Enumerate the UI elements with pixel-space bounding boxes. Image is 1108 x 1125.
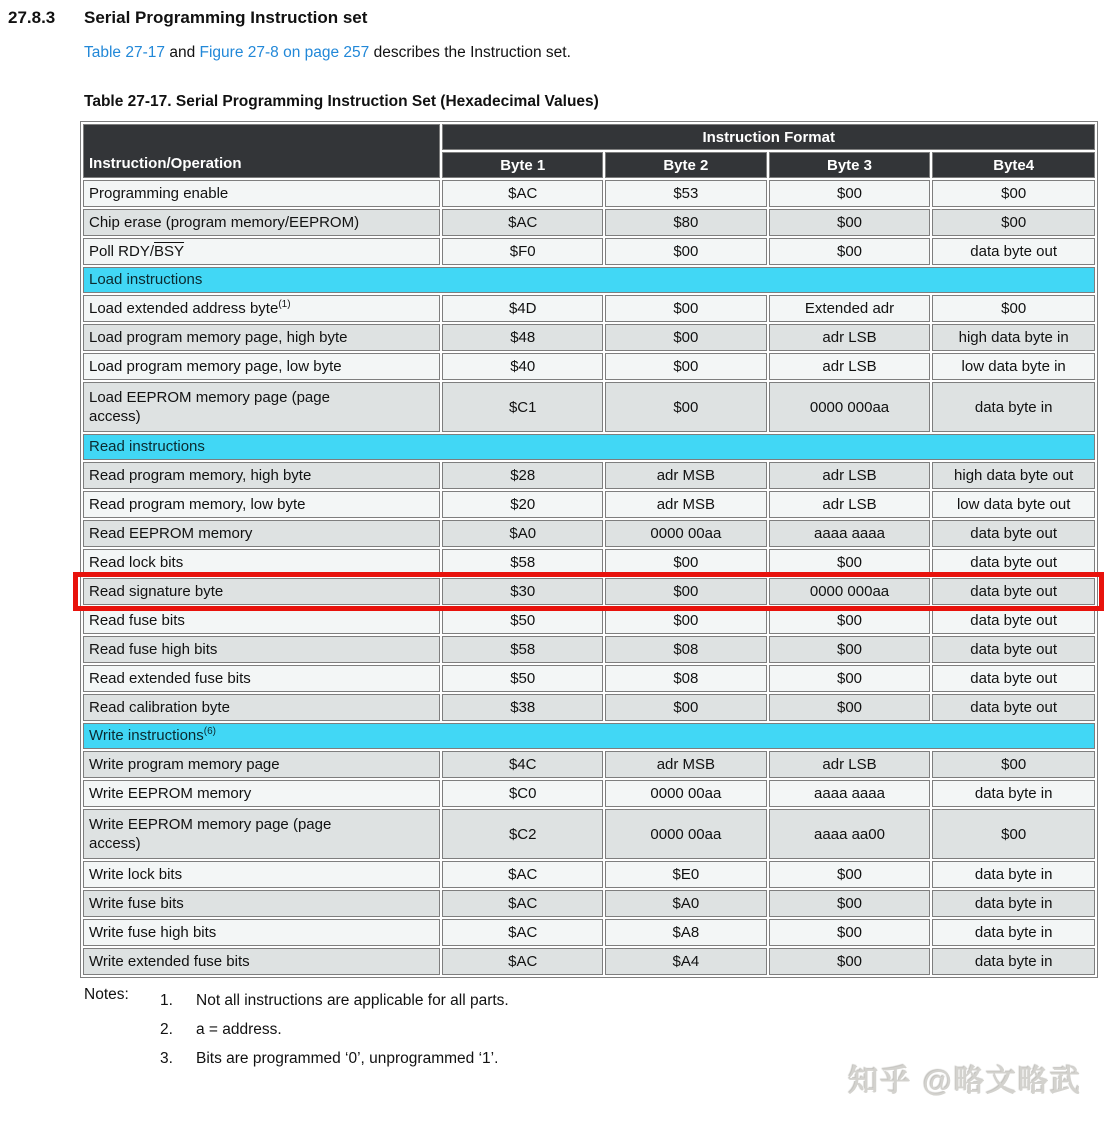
table-row	[83, 861, 1095, 888]
cell-byte2: $E0	[605, 861, 767, 888]
link-table-27-17[interactable]: Table 27-17	[84, 44, 166, 61]
section-row-label: Load instructions	[83, 267, 1095, 293]
cell-byte4: data byte in	[932, 861, 1095, 888]
cell-byte4: data byte out	[932, 607, 1095, 634]
cell-byte1: $C0	[442, 780, 603, 807]
note-text: Not all instructions are applicable for all parts.	[196, 992, 509, 1009]
cell-byte1: $58	[442, 549, 603, 576]
table-row	[83, 209, 1095, 236]
cell-byte3: aaaa aaaa	[769, 780, 931, 807]
cell-byte4: data byte in	[932, 382, 1095, 432]
section-row-label: Read instructions	[83, 434, 1095, 460]
cell-instruction: Chip erase (program memory/EEPROM)	[83, 209, 440, 236]
cell-byte2: $00	[605, 549, 767, 576]
cell-byte2: 0000 00aa	[605, 780, 767, 807]
cell-instruction: Write fuse bits	[83, 890, 440, 917]
notes-label: Notes:	[84, 986, 129, 1003]
cell-byte3: $00	[769, 209, 931, 236]
cell-byte1: $40	[442, 353, 603, 380]
cell-instruction: Write EEPROM memory	[83, 780, 440, 807]
cell-byte3: adr LSB	[769, 324, 931, 351]
cell-instruction: Read EEPROM memory	[83, 520, 440, 547]
cell-byte2: $A8	[605, 919, 767, 946]
cell-byte1: $AC	[442, 209, 603, 236]
cell-byte2: $08	[605, 665, 767, 692]
cell-byte3: adr LSB	[769, 751, 931, 778]
cell-byte2: 0000 00aa	[605, 520, 767, 547]
cell-byte3: $00	[769, 890, 931, 917]
cell-byte4: $00	[932, 180, 1095, 207]
cell-byte4: data byte in	[932, 948, 1095, 975]
note-number: 3.	[160, 1050, 173, 1067]
col-header-byte-1: Byte 1	[442, 152, 603, 178]
cell-instruction: Load program memory page, low byte	[83, 353, 440, 380]
cell-byte4: low data byte out	[932, 491, 1095, 518]
cell-byte3: $00	[769, 694, 931, 721]
cell-byte1: $4D	[442, 295, 603, 322]
cell-byte3: $00	[769, 665, 931, 692]
cell-byte2: $00	[605, 694, 767, 721]
cell-instruction: Load EEPROM memory page (page access)	[83, 382, 440, 432]
cell-instruction: Write program memory page	[83, 751, 440, 778]
cell-byte4: data byte out	[932, 694, 1095, 721]
cell-byte4: data byte out	[932, 636, 1095, 663]
cell-byte2: $00	[605, 324, 767, 351]
cell-byte4: high data byte out	[932, 462, 1095, 489]
cell-instruction: Read signature byte	[83, 578, 440, 605]
cell-byte4: $00	[932, 209, 1095, 236]
table-row	[83, 919, 1095, 946]
table-row	[83, 890, 1095, 917]
cell-byte2: $A0	[605, 890, 767, 917]
cell-instruction: Poll RDY/$\overline{BSY}$	[83, 238, 440, 265]
cell-byte3: adr LSB	[769, 353, 931, 380]
watermark: 知乎 @略文略武	[848, 1065, 1082, 1098]
cell-byte1: $AC	[442, 180, 603, 207]
cell-byte1: $58	[442, 636, 603, 663]
intro-paragraph	[84, 44, 1108, 62]
table-row	[83, 491, 1095, 518]
table-wrap	[80, 121, 1098, 978]
cell-byte2: $53	[605, 180, 767, 207]
section-row-label: Write instructions$^{(6)}$	[83, 723, 1095, 749]
cell-byte3: $00	[769, 607, 931, 634]
cell-byte1: $50	[442, 607, 603, 634]
cell-byte2: $00	[605, 578, 767, 605]
header-row-group	[83, 124, 1095, 150]
cell-byte2: adr MSB	[605, 462, 767, 489]
cell-byte2: adr MSB	[605, 751, 767, 778]
cell-instruction: Write lock bits	[83, 861, 440, 888]
cell-byte4: data byte out	[932, 665, 1095, 692]
cell-byte2: $00	[605, 353, 767, 380]
cell-byte4: $00	[932, 809, 1095, 859]
note-text: a = address.	[196, 1021, 282, 1038]
cell-instruction: Programming enable	[83, 180, 440, 207]
note-item	[160, 1044, 509, 1073]
table-caption: Table 27-17. Serial Programming Instruction Set (Hexadecimal Values)	[84, 93, 599, 110]
table-row	[83, 665, 1095, 692]
col-header-instruction-operation: Instruction/Operation	[83, 124, 440, 178]
cell-byte1: $50	[442, 665, 603, 692]
cell-byte3: aaaa aaaa	[769, 520, 931, 547]
table-header	[83, 124, 1095, 178]
cell-byte2: $00	[605, 295, 767, 322]
table-row	[83, 295, 1095, 322]
table-row	[83, 751, 1095, 778]
cell-byte3: $00	[769, 180, 931, 207]
table-row	[83, 780, 1095, 807]
cell-byte1: $38	[442, 694, 603, 721]
cell-instruction: Load program memory page, high byte	[83, 324, 440, 351]
cell-byte3: $00	[769, 238, 931, 265]
cell-byte1: $48	[442, 324, 603, 351]
table-row	[83, 382, 1095, 432]
table-row	[83, 462, 1095, 489]
section-title: Serial Programming Instruction set	[84, 8, 368, 27]
col-header-instruction-format: Instruction Format	[442, 124, 1095, 150]
col-header-byte-4: Byte4	[932, 152, 1095, 178]
table-row	[83, 238, 1095, 265]
cell-instruction: Write extended fuse bits	[83, 948, 440, 975]
cell-byte4: $00	[932, 295, 1095, 322]
section-number: 27.8.3	[8, 8, 56, 27]
intro-text-tail: describes the Instruction set.	[369, 44, 571, 61]
table-row	[83, 694, 1095, 721]
cell-byte3: $00	[769, 549, 931, 576]
cell-byte1: $4C	[442, 751, 603, 778]
table-row	[83, 578, 1095, 605]
section-row	[83, 723, 1095, 749]
cell-instruction: Write EEPROM memory page (page access)	[83, 809, 440, 859]
table-row	[83, 607, 1095, 634]
cell-byte4: data byte in	[932, 890, 1095, 917]
cell-byte3: adr LSB	[769, 462, 931, 489]
table-row	[83, 948, 1095, 975]
instruction-table	[80, 121, 1098, 978]
note-item	[160, 986, 509, 1015]
cell-byte4: high data byte in	[932, 324, 1095, 351]
cell-instruction: Read program memory, low byte	[83, 491, 440, 518]
cell-byte3: adr LSB	[769, 491, 931, 518]
note-text: Bits are programmed ‘0’, unprogrammed ‘1’.	[196, 1050, 499, 1067]
cell-byte4: data byte in	[932, 919, 1095, 946]
cell-byte4: data byte out	[932, 520, 1095, 547]
cell-byte1: $30	[442, 578, 603, 605]
note-item	[160, 1015, 509, 1044]
section-row	[83, 267, 1095, 293]
cell-byte1: $AC	[442, 890, 603, 917]
section-row	[83, 434, 1095, 460]
table-row	[83, 180, 1095, 207]
cell-byte1: $F0	[442, 238, 603, 265]
cell-byte3: $00	[769, 948, 931, 975]
cell-byte2: $00	[605, 382, 767, 432]
cell-byte1: $20	[442, 491, 603, 518]
cell-byte3: $00	[769, 861, 931, 888]
cell-byte1: $AC	[442, 948, 603, 975]
cell-instruction: Read calibration byte	[83, 694, 440, 721]
cell-byte3: Extended adr	[769, 295, 931, 322]
cell-byte2: adr MSB	[605, 491, 767, 518]
cell-byte1: $C1	[442, 382, 603, 432]
cell-byte2: $00	[605, 238, 767, 265]
cell-byte1: $28	[442, 462, 603, 489]
col-header-byte-2: Byte 2	[605, 152, 767, 178]
cell-byte4: data byte out	[932, 549, 1095, 576]
col-header-byte-3: Byte 3	[769, 152, 931, 178]
cell-byte4: data byte out	[932, 238, 1095, 265]
cell-byte1: $AC	[442, 861, 603, 888]
cell-byte4: data byte in	[932, 780, 1095, 807]
notes-list	[160, 986, 509, 1073]
cell-byte1: $C2	[442, 809, 603, 859]
cell-byte1: $AC	[442, 919, 603, 946]
cell-instruction: Read extended fuse bits	[83, 665, 440, 692]
cell-byte4: low data byte in	[932, 353, 1095, 380]
table-row	[83, 353, 1095, 380]
cell-byte2: 0000 00aa	[605, 809, 767, 859]
table-row	[83, 636, 1095, 663]
table-row	[83, 324, 1095, 351]
cell-instruction: Write fuse high bits	[83, 919, 440, 946]
cell-byte4: data byte out	[932, 578, 1095, 605]
table-body	[83, 180, 1095, 975]
intro-text-mid: and	[165, 44, 200, 61]
table-row	[83, 520, 1095, 547]
cell-byte3: 0000 000aa	[769, 382, 931, 432]
cell-byte1: $A0	[442, 520, 603, 547]
cell-instruction: Read program memory, high byte	[83, 462, 440, 489]
note-number: 2.	[160, 1021, 173, 1038]
cell-instruction: Read lock bits	[83, 549, 440, 576]
cell-instruction: Read fuse bits	[83, 607, 440, 634]
cell-instruction: Load extended address byte$^{(1)}$	[83, 295, 440, 322]
cell-byte3: aaaa aa00	[769, 809, 931, 859]
table-row	[83, 809, 1095, 859]
section-heading	[0, 0, 1108, 28]
cell-byte3: 0000 000aa	[769, 578, 931, 605]
link-figure-27-8[interactable]: Figure 27-8 on page 257	[199, 44, 370, 61]
cell-byte2: $80	[605, 209, 767, 236]
cell-byte3: $00	[769, 636, 931, 663]
cell-byte2: $08	[605, 636, 767, 663]
cell-byte2: $A4	[605, 948, 767, 975]
cell-byte2: $00	[605, 607, 767, 634]
table-row	[83, 549, 1095, 576]
cell-byte4: $00	[932, 751, 1095, 778]
cell-byte3: $00	[769, 919, 931, 946]
cell-instruction: Read fuse high bits	[83, 636, 440, 663]
note-number: 1.	[160, 992, 173, 1009]
